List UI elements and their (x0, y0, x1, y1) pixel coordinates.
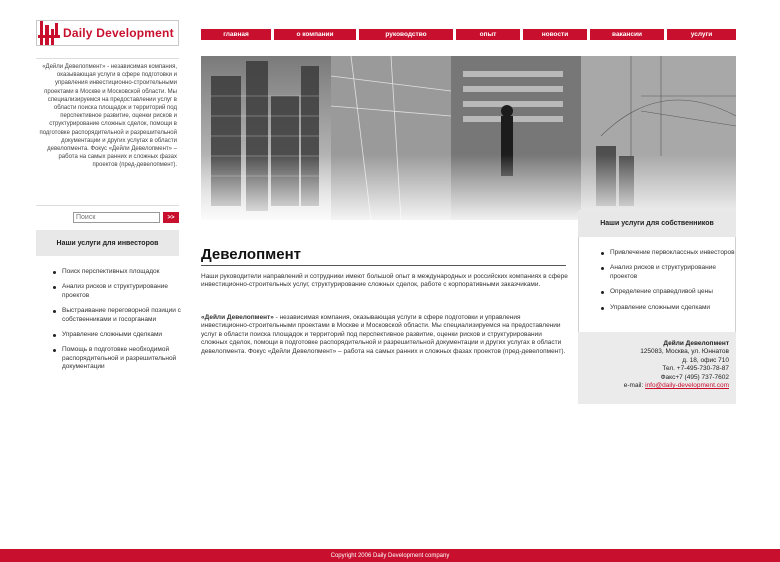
page-title: Девелопмент (201, 246, 301, 263)
nav-item-management[interactable]: руководство (359, 29, 453, 40)
contact-email-link[interactable]: info@daily-development.com (645, 382, 729, 390)
list-item: Анализ рисков и структурирование проектов (600, 264, 735, 281)
nav-item-about[interactable]: о компании (274, 29, 356, 40)
list-item: Определение справедливой цены (600, 288, 735, 296)
site-logo[interactable] (36, 20, 179, 46)
contact-phone: Тел. +7-495-730-78-87 (662, 365, 729, 373)
owners-services-title: Наши услуги для собственников (578, 210, 736, 237)
contact-name: Дейли Девелопмент (663, 340, 729, 347)
contact-address-2: д. 18, офис 710 (682, 356, 729, 364)
main-paragraph-2 (201, 314, 569, 356)
main-nav (201, 29, 736, 40)
contact-email-row (578, 382, 729, 390)
contact-fax: Факс+7 (495) 737-7602 (660, 373, 729, 381)
nav-item-vacancies[interactable]: вакансии (590, 29, 664, 40)
company-name-lead: «Дейли Девелопмент» (201, 314, 274, 321)
title-divider (201, 265, 566, 266)
list-item: Управление сложными сделками (600, 304, 735, 312)
footer (0, 549, 780, 562)
nav-item-experience[interactable]: опыт (456, 29, 520, 40)
contact-block (578, 332, 736, 404)
contact-email-label: e-mail: (623, 382, 646, 390)
list-item: Выстраивание переговорной позиции с собственниками и госорганами (52, 307, 182, 324)
list-item: Поиск перспективных площадок (52, 268, 182, 276)
list-item: Помощь в подготовке необходимой распорядительной и разрешительной документации (52, 346, 182, 371)
list-item: Анализ рисков и структурирование проектов (52, 283, 182, 300)
list-item: Управление сложными сделками (52, 331, 182, 339)
owners-services-list (600, 249, 735, 319)
nav-item-services[interactable]: услуги (667, 29, 736, 40)
nav-item-news[interactable]: новости (523, 29, 587, 40)
intro-text: «Дейли Девелопмент» - независимая компания, оказывающая услуги в сфере подготовки и управления инвестиционно-строительными проектами в Москве и Московской области. Мы специализируемся на предоставлении услуг в области поиска площадок и территорий под перспективное развитие, оценки рисков и структурирование сложных сделок, помощи в подготовке распорядительной и разрешительной документации и других услугах в области девелопмента. Фокус «Дейли Девелопмент» – работа на самых ранних и сложных фазах проектов (пред-девелопмент). (36, 58, 179, 206)
logo-text: Daily Development (63, 26, 174, 40)
search-form (73, 212, 179, 223)
nav-item-home[interactable]: главная (201, 29, 271, 40)
investors-services-title: Наши услуги для инвесторов (36, 230, 179, 256)
main-paragraph-2-text: - независимая компания, оказывающая услуги в сфере подготовки и управления инвестиционно-строительными проектами в Москве и Московской области. Мы специализируемся на предоставлении услуг в области поиска площадок и территорий под перспективное развитие, оценки рисков и структурировании сложных сделок, помощи в подготовке распорядительной и разрешительной документации и других услугах в области девелопмента. Фокус «Дейли Девелопмент» – работа на самых ранних и сложных фазах проектов (пред-девелопмент). (201, 314, 566, 355)
main-paragraph-1: Наши руководители направлений и сотрудники имеют большой опыт в международных и российских компаниях в сфере инвестиционно-строительных услуг, структурирование сложных сделок, работе с корпоративными заказчиками. (201, 273, 568, 289)
search-button[interactable]: >> (163, 212, 179, 223)
hero-image (201, 56, 736, 220)
contact-address-1: 125083, Москва, ул. Юннатов (640, 348, 729, 356)
logo-mark-icon (38, 21, 60, 45)
list-item: Привлечение первоклассных инвесторов (600, 249, 735, 257)
search-input[interactable] (73, 212, 160, 223)
copyright-text: Copyright 2006 Daily Development company (330, 552, 450, 559)
investors-services-list (52, 268, 182, 379)
